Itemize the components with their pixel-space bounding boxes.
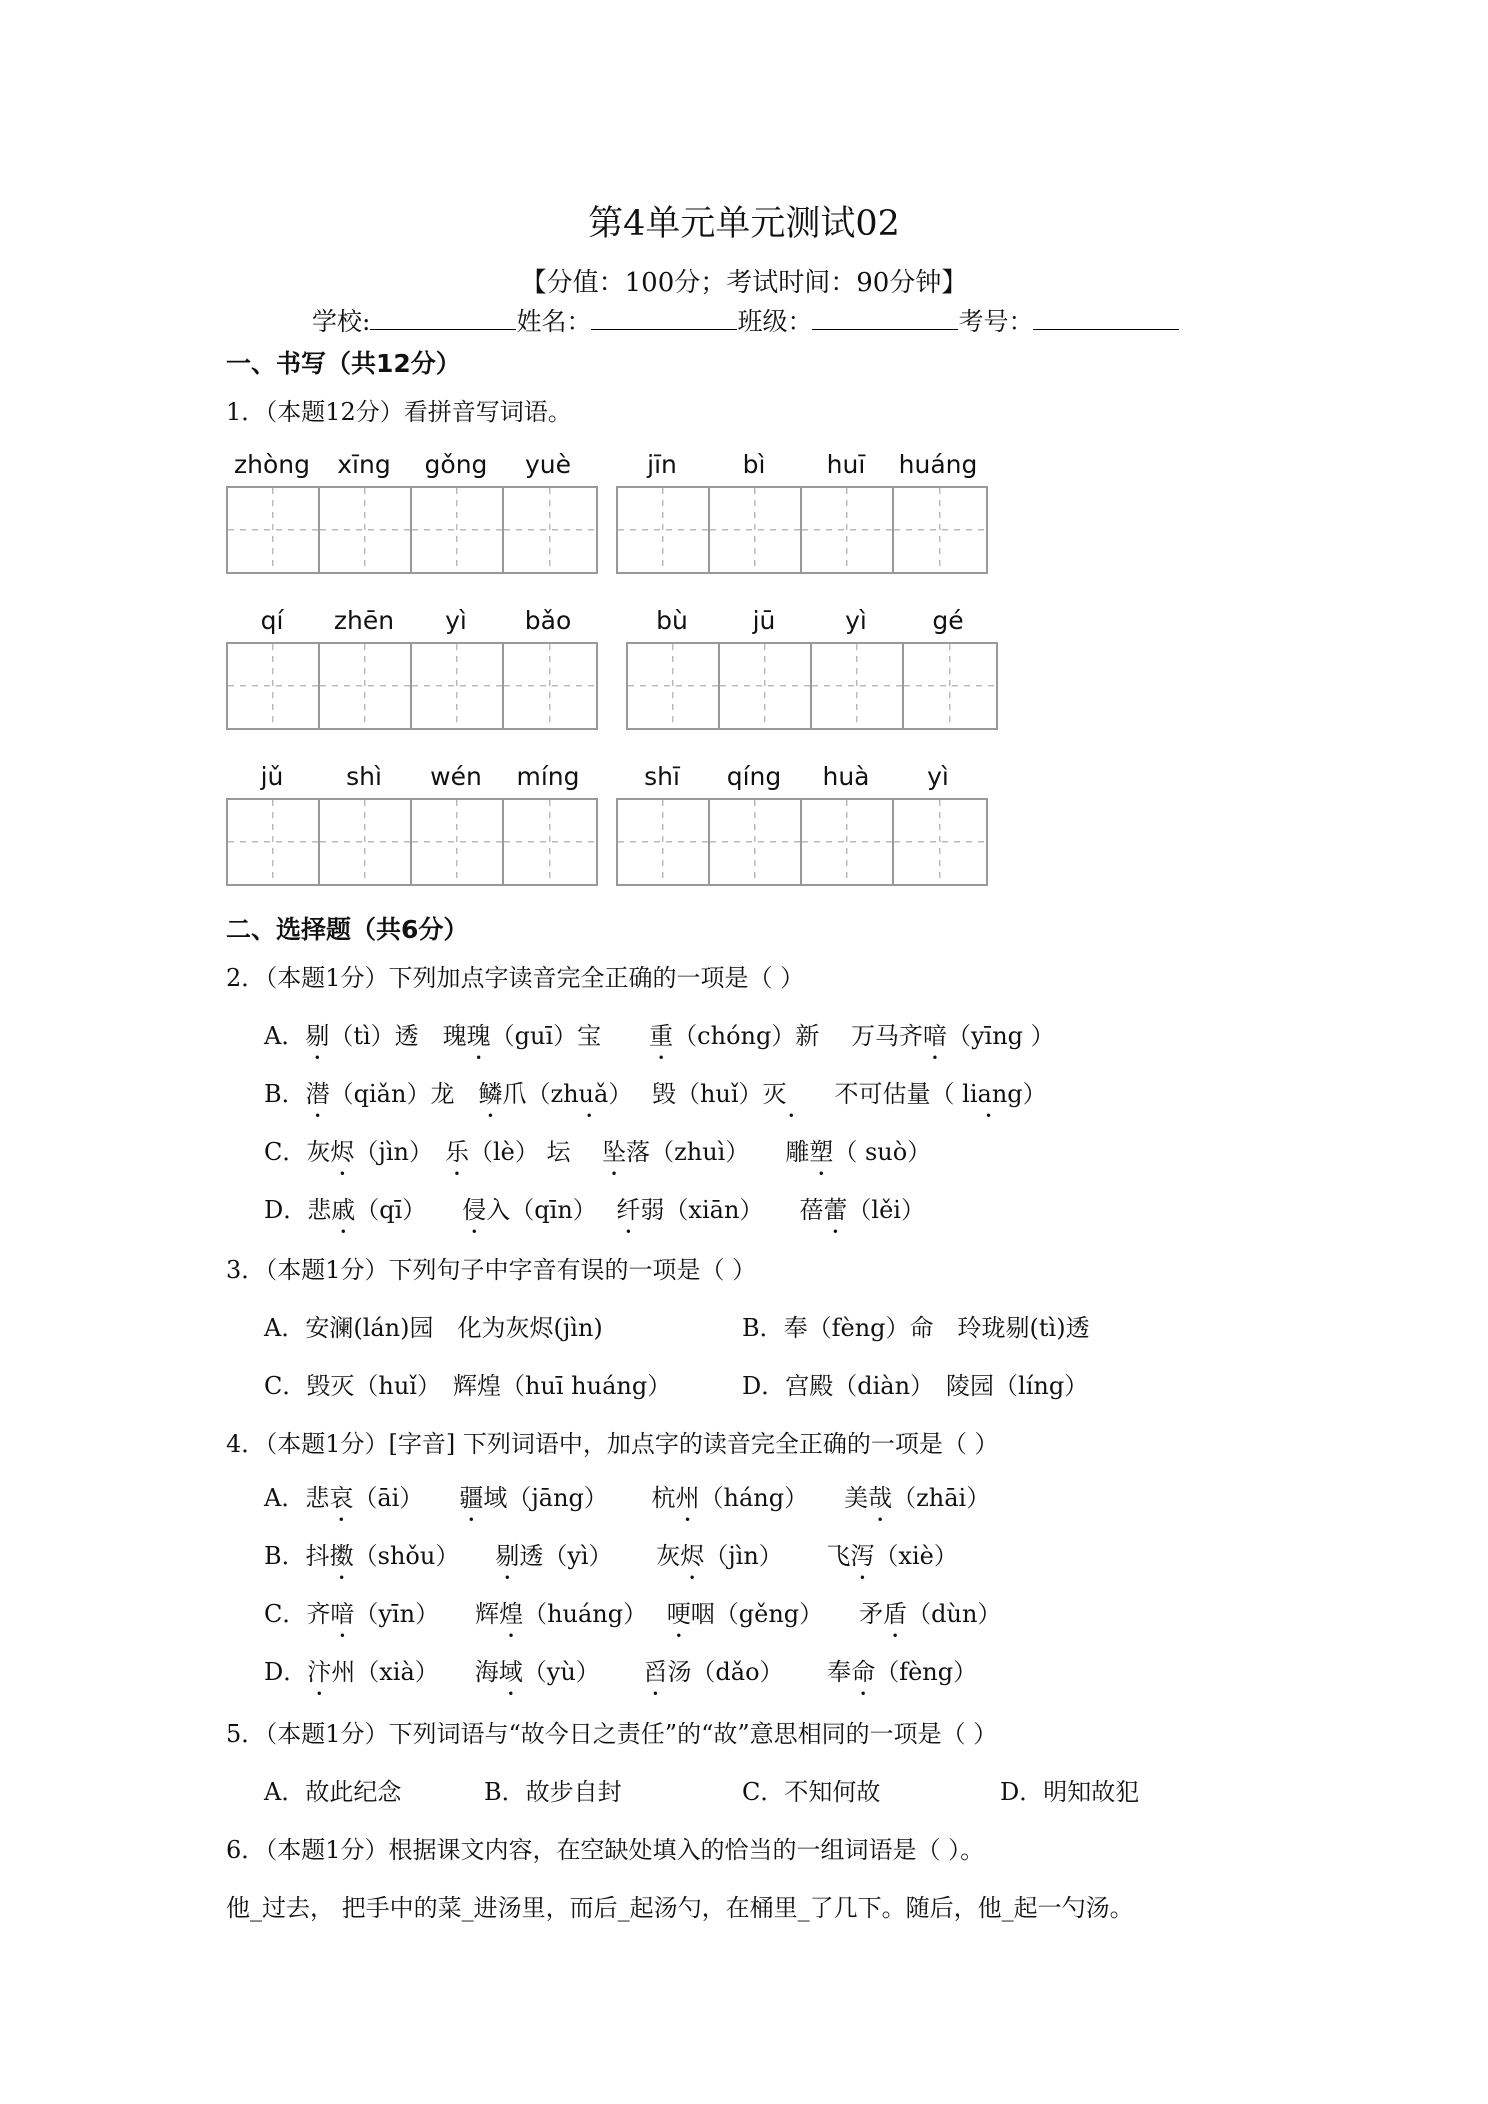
option-text: 入（qīn） (486, 1196, 617, 1224)
pinyin-syllable: zhòng (234, 450, 310, 479)
pinyin-row (626, 606, 994, 635)
question-stem: 1．（本题12分）看拼音写词语。 (226, 398, 572, 426)
pinyin-syllable: yì (445, 606, 467, 635)
id-label: 考号： (958, 307, 1034, 336)
option-text: （lěi） (847, 1196, 925, 1224)
dotted-char: 剔 (495, 1542, 520, 1570)
option-text: （lè） 坛 (468, 1138, 603, 1166)
option-text: （yù） (522, 1658, 644, 1686)
writing-cell[interactable] (320, 800, 412, 884)
option-text: （zhāi） (892, 1484, 991, 1512)
exam-info: 【分值：100分；考试时间：90分钟】 (520, 268, 968, 298)
writing-cell[interactable] (412, 800, 504, 884)
option-text: C．齐 (264, 1600, 331, 1628)
writing-cell[interactable] (904, 644, 996, 728)
option-text: D．悲 (264, 1196, 332, 1224)
option-text: （chóng）新 万马齐 (673, 1022, 923, 1050)
page-title: 第4单元单元测试02 (588, 204, 900, 244)
option-text: 弱（xiān） 蓓 (640, 1196, 824, 1224)
pinyin-syllable: xīng (337, 450, 391, 479)
option-a[interactable]: A．安澜(lán)园 化为灰烬(jìn) (264, 1314, 603, 1342)
dotted-char: 烬 (680, 1542, 705, 1570)
option-text: 汤（dǎo） 奉 (667, 1658, 852, 1686)
option-d[interactable] (264, 1190, 925, 1225)
pinyin-syllable: qíng (726, 762, 782, 791)
dotted-char: （ liang） • (931, 1080, 1047, 1108)
pinyin-syllable: jū (752, 606, 776, 635)
pinyin-syllable: huī (826, 450, 866, 479)
dotted-char: 域 (498, 1658, 523, 1686)
pinyin-syllable: gé (932, 606, 964, 635)
school-label: 学校: (312, 307, 371, 336)
name-label: 姓名： (516, 307, 592, 336)
option-text: 透（yì） 灰 (519, 1542, 681, 1570)
option-text: （xiè） (874, 1542, 958, 1570)
option-text: （háng） 美 (699, 1484, 869, 1512)
option-text: B．抖 (264, 1542, 330, 1570)
writing-cell[interactable] (504, 800, 596, 884)
dotted-char: 命 (851, 1658, 876, 1686)
option-text: （jìn） (354, 1138, 445, 1166)
pinyin-syllable: jǔ (260, 762, 284, 791)
section-heading: 二、选择题（共6分） (226, 915, 469, 944)
option-text: 落（zhuì） 雕 (626, 1138, 810, 1166)
option-text: （yīng ） (946, 1022, 1055, 1050)
option-c[interactable] (264, 1594, 1001, 1629)
dotted-char: 坠 (602, 1138, 627, 1166)
writing-cell[interactable] (802, 800, 894, 884)
pinyin-row (616, 762, 984, 791)
pinyin-row (616, 450, 984, 479)
pinyin-syllable: yì (927, 762, 949, 791)
writing-cell[interactable] (412, 488, 504, 572)
dotted-char: 戚 (331, 1196, 356, 1224)
writing-cell[interactable] (504, 644, 596, 728)
writing-grid (616, 486, 988, 574)
option-text: （dùn） (907, 1600, 1002, 1628)
option-text: 毁 (651, 1080, 676, 1108)
pinyin-syllable: yuè (524, 450, 572, 479)
dotted-char: 舀 (643, 1658, 668, 1686)
pinyin-syllable: zhēn (333, 606, 395, 635)
option-b[interactable] (264, 1536, 958, 1571)
dotted-char: 侵 (462, 1196, 487, 1224)
option-a[interactable] (264, 1478, 990, 1513)
dotted-char: 哉 (868, 1484, 893, 1512)
question-stem: 5．（本题1分）下列词语与“故今日之责任”的“故”意思相同的一项是（ ） (226, 1720, 998, 1748)
pinyin-syllable: huáng (898, 450, 978, 479)
writing-grid (226, 486, 598, 574)
writing-cell[interactable] (504, 488, 596, 572)
option-d[interactable] (264, 1652, 977, 1687)
option-a[interactable] (264, 1016, 1055, 1051)
dotted-char: 纤 (616, 1196, 641, 1224)
option-text: 域（jāng） 杭 (483, 1484, 676, 1512)
dotted-char: 汴 (307, 1658, 332, 1686)
dotted-char: 擞 (329, 1542, 354, 1570)
question-stem: 2．（本题1分）下列加点字读音完全正确的一项是（ ） (226, 964, 805, 992)
dotted-char: 鳞 (478, 1080, 503, 1108)
option-text: 咽（gěng） 矛 (690, 1600, 884, 1628)
option-d[interactable]: D．宫殿（diàn） 陵园（líng） (742, 1372, 1089, 1400)
dotted-char: 哀 (329, 1484, 354, 1512)
option-text: A． (264, 1022, 306, 1050)
writing-cell[interactable] (710, 800, 802, 884)
section-heading: 一、书写（共12分） (226, 349, 461, 378)
question-stem: 4．（本题1分）[字音] 下列词语中，加点字的读音完全正确的一项是（ ） (226, 1430, 999, 1458)
student-info-fields (312, 302, 1179, 338)
pinyin-syllable: yì (845, 606, 867, 635)
dotted-char: 疆 (459, 1484, 484, 1512)
option-text: （shǒu） (353, 1542, 496, 1570)
dotted-char: 哽 (666, 1600, 691, 1628)
class-label: 班级： (737, 307, 813, 336)
option-text: （tì）透 瑰 (329, 1022, 467, 1050)
writing-cell[interactable] (228, 488, 320, 572)
option-c[interactable]: C．不知何故 (742, 1778, 881, 1806)
writing-cell[interactable] (720, 644, 812, 728)
option-text: 爪 (502, 1080, 527, 1108)
option-b[interactable]: B．故步自封 (484, 1778, 622, 1806)
question-text: 他_过去， 把手中的菜_进汤里，而后_起汤勺，在桶里_了几下。随后，他_起一勺汤。 (226, 1894, 1134, 1922)
option-text: （yīn） 辉 (354, 1600, 500, 1628)
option-text: （qī） (355, 1196, 463, 1224)
option-text: 量 (906, 1080, 931, 1108)
pinyin-syllable: shī (644, 762, 680, 791)
dotted-char: 塑 (809, 1138, 834, 1166)
pinyin-syllable: huà (822, 762, 870, 791)
writing-cell[interactable] (894, 800, 986, 884)
option-c[interactable] (264, 1132, 931, 1167)
writing-cell[interactable] (710, 488, 802, 572)
school-blank[interactable] (370, 305, 516, 330)
option-a[interactable]: A．故此纪念 (264, 1778, 402, 1806)
option-text: A．悲 (264, 1484, 330, 1512)
writing-cell[interactable] (802, 488, 894, 572)
pinyin-row (226, 762, 594, 791)
dotted-char: （zhuǎ） • (526, 1080, 652, 1108)
writing-cell[interactable] (812, 644, 904, 728)
dotted-char: 喑 (922, 1022, 947, 1050)
writing-cell[interactable] (320, 644, 412, 728)
pinyin-syllable: qí (260, 606, 284, 635)
dotted-char: 剔 (305, 1022, 330, 1050)
pinyin-syllable: bù (656, 606, 688, 635)
dotted-char: 乐 (444, 1138, 469, 1166)
option-text: D． (264, 1658, 308, 1686)
dotted-char: 蕾 (823, 1196, 848, 1224)
writing-cell[interactable] (618, 488, 710, 572)
option-text: （guī）宝 (490, 1022, 650, 1050)
option-d[interactable]: D．明知故犯 (1000, 1778, 1140, 1806)
pinyin-syllable: shì (346, 762, 382, 791)
id-blank[interactable] (1033, 305, 1179, 330)
writing-cell[interactable] (628, 644, 720, 728)
dotted-char: 泻 (850, 1542, 875, 1570)
option-text: （āi） (353, 1484, 460, 1512)
dotted-char: 烬 (330, 1138, 355, 1166)
question-stem: 3．（本题1分）下列句子中字音有误的一项是（ ） (226, 1256, 757, 1284)
writing-grid (226, 798, 598, 886)
writing-grid (626, 642, 998, 730)
option-c[interactable]: C．毁灭（huǐ） 辉煌（huī huáng） (264, 1372, 672, 1400)
dotted-char: 瑰 (466, 1022, 491, 1050)
option-text: C．灰 (264, 1138, 331, 1166)
class-blank[interactable] (812, 305, 958, 330)
option-text: （qiǎn）龙 (329, 1080, 479, 1108)
option-text: （huáng） (523, 1600, 667, 1628)
writing-cell[interactable] (228, 644, 320, 728)
dotted-char: 重 (649, 1022, 674, 1050)
dotted-char: 盾 (883, 1600, 908, 1628)
dotted-char: 潜 (305, 1080, 330, 1108)
option-text: （jìn） 飞 (704, 1542, 851, 1570)
option-text: （ suò） (833, 1138, 932, 1166)
pinyin-syllable: bì (742, 450, 766, 479)
pinyin-row (226, 606, 594, 635)
writing-cell[interactable] (412, 644, 504, 728)
writing-grid (616, 798, 988, 886)
writing-cell[interactable] (618, 800, 710, 884)
question-stem: 6．（本题1分）根据课文内容，在空缺处填入的恰当的一组词语是（ ）。 (226, 1836, 985, 1864)
writing-cell[interactable] (894, 488, 986, 572)
option-b[interactable]: B．奉（fèng）命 玲珑剔(tì)透 (742, 1314, 1090, 1342)
dotted-char: 煌 (499, 1600, 524, 1628)
option-b[interactable] (264, 1074, 1047, 1109)
option-text: 州（xià） 海 (331, 1658, 499, 1686)
pinyin-syllable: jīn (647, 450, 677, 479)
option-text: （fèng） (875, 1658, 978, 1686)
pinyin-syllable: gǒng (424, 450, 488, 479)
writing-cell[interactable] (320, 488, 412, 572)
dotted-char: （huǐ）灭 不可估 • (676, 1080, 907, 1108)
dotted-char: 州 (675, 1484, 700, 1512)
writing-cell[interactable] (228, 800, 320, 884)
pinyin-syllable: wén (430, 762, 482, 791)
writing-grid (226, 642, 598, 730)
pinyin-row (226, 450, 594, 479)
pinyin-syllable: míng (516, 762, 580, 791)
dotted-char: 喑 (330, 1600, 355, 1628)
pinyin-syllable: bǎo (524, 606, 572, 635)
name-blank[interactable] (591, 305, 737, 330)
option-text: B． (264, 1080, 306, 1108)
